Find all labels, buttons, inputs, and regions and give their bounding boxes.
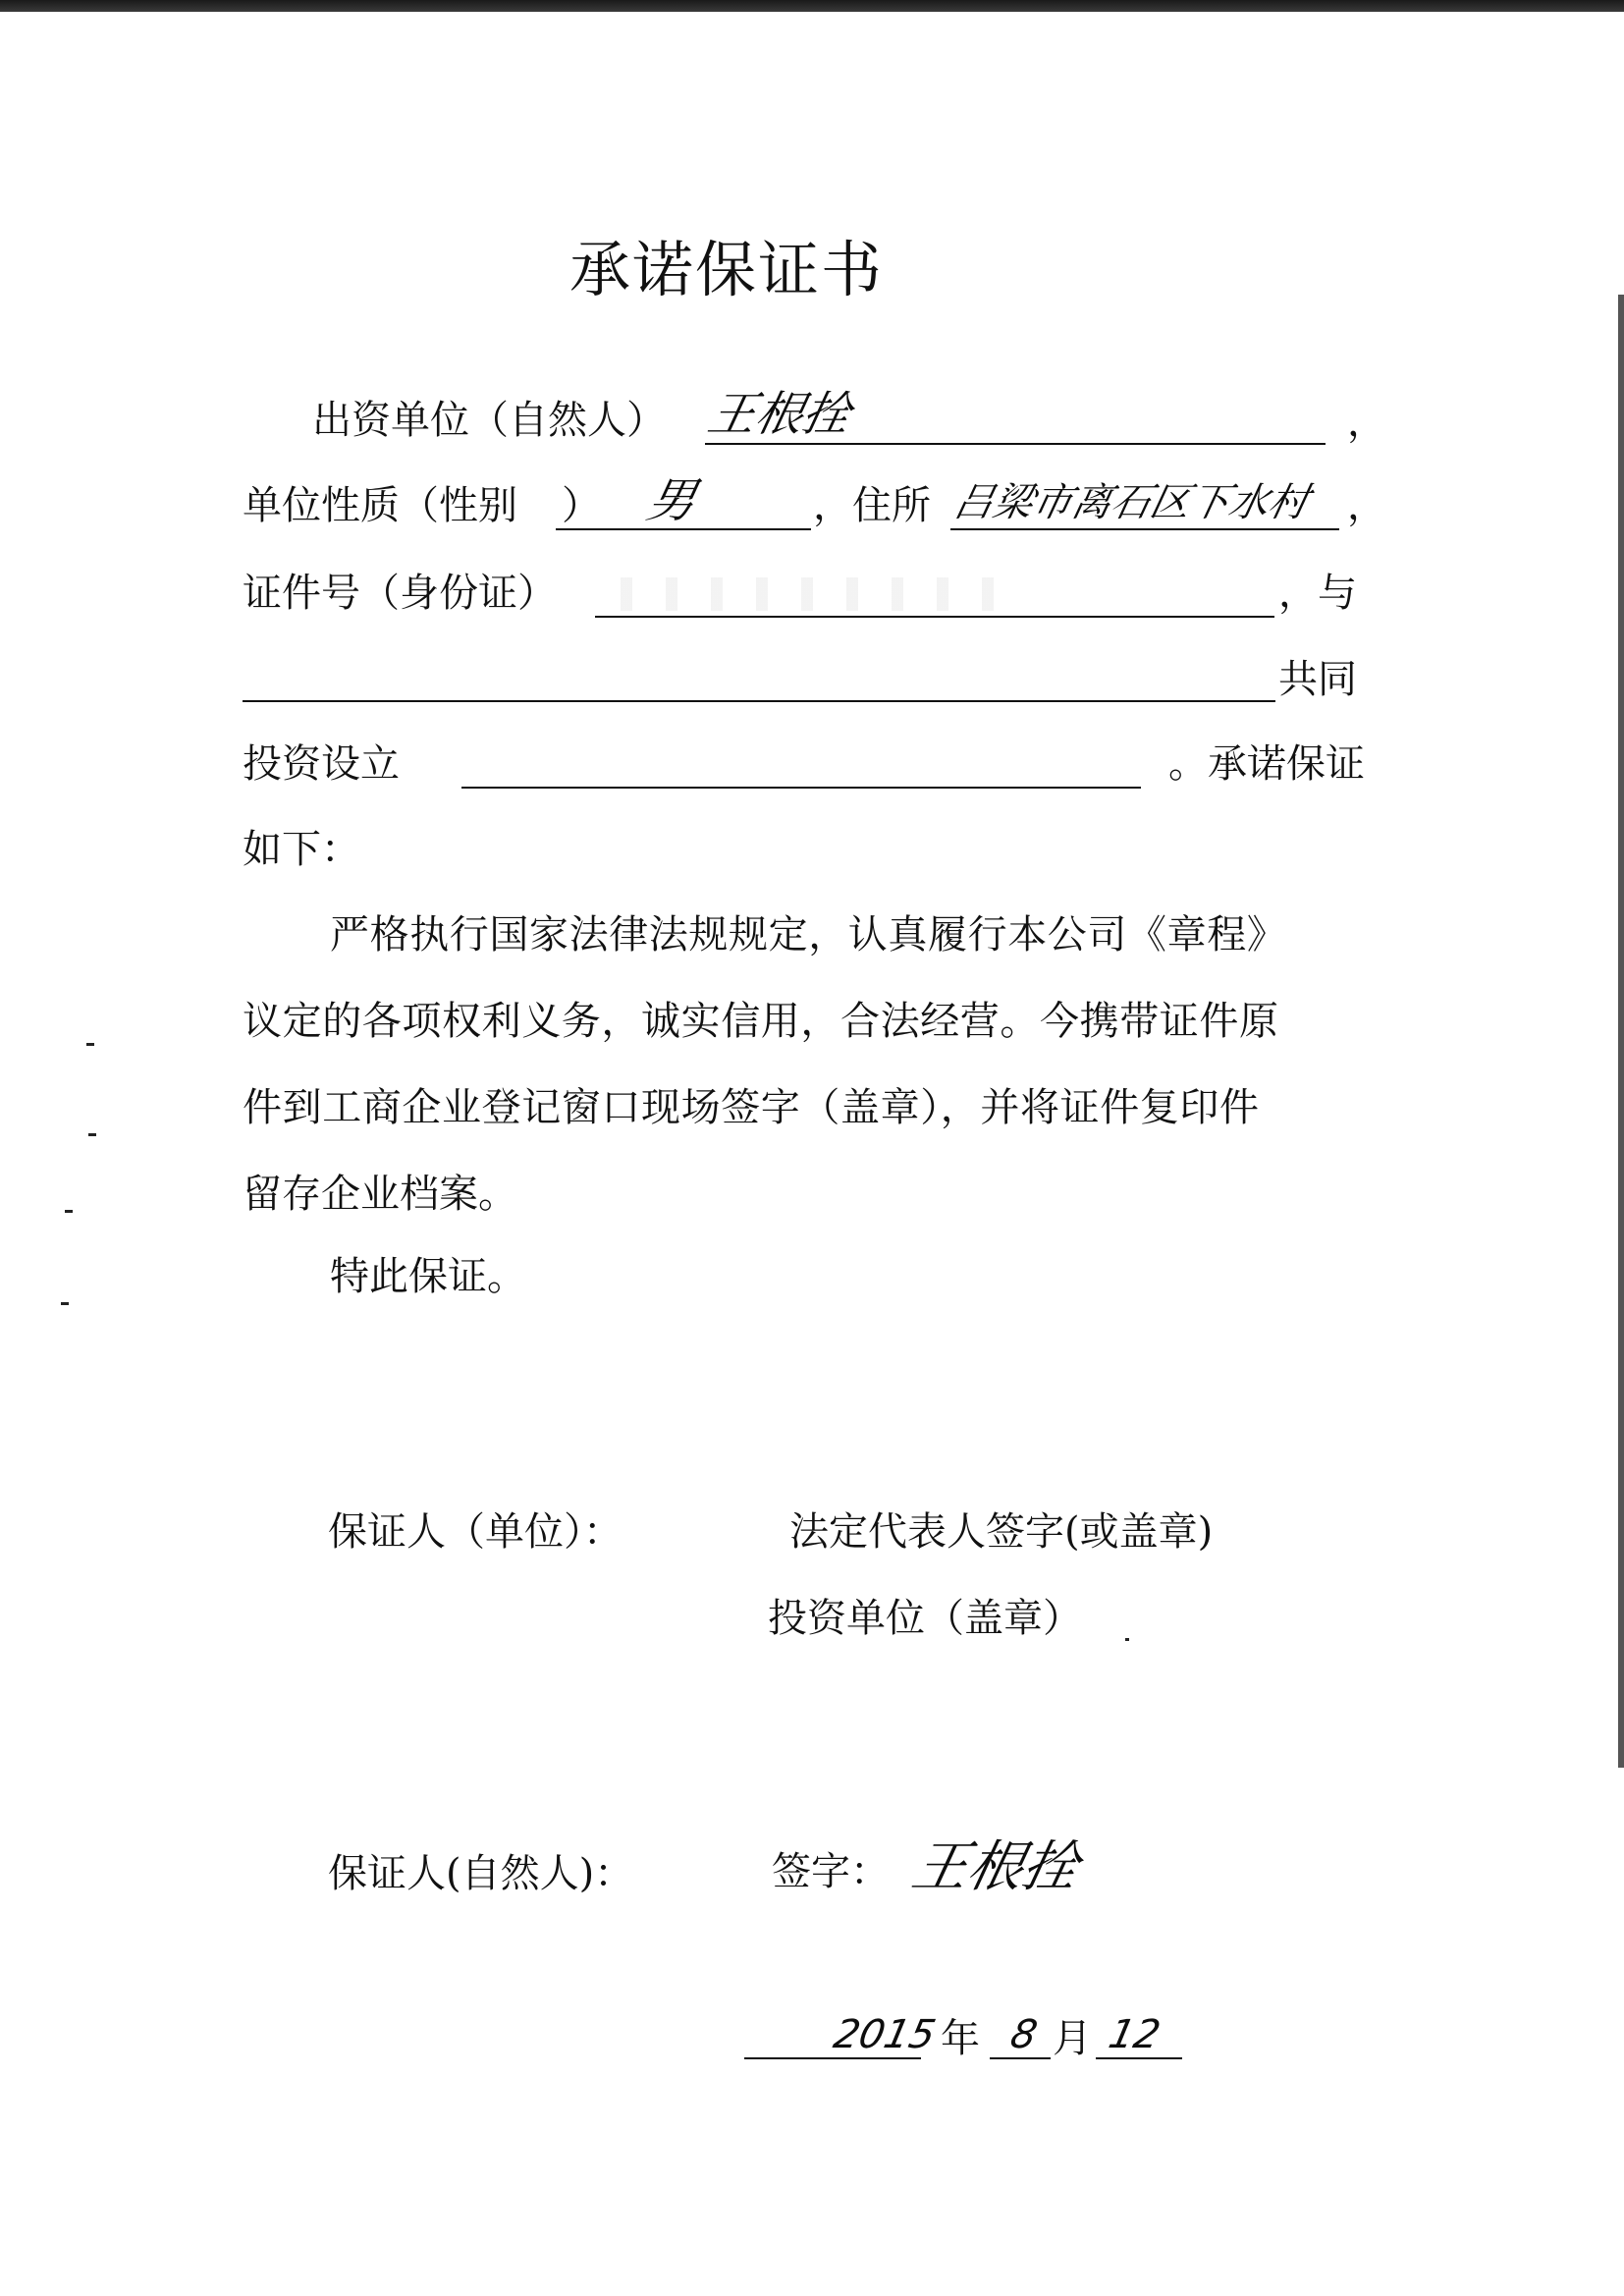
handwritten-gender: 男 — [642, 473, 701, 528]
closing: 特此保证。 — [330, 1254, 526, 1299]
month-unit: 月 — [1053, 2016, 1092, 2061]
day-fill-line — [1096, 2057, 1182, 2059]
guarantor-person-label: 保证人(自然人)： — [328, 1851, 634, 1896]
handwritten-address: 吕梁市离石区下水村 — [949, 480, 1313, 525]
body-line-3: 件到工商企业登记窗口现场签字（盖章），并将证件复印件 — [243, 1085, 1260, 1130]
scan-speck — [61, 1302, 69, 1305]
scan-speck — [1125, 1638, 1129, 1641]
month-fill-line — [990, 2057, 1051, 2059]
id-fill-line — [595, 616, 1274, 618]
redacted-id-number — [603, 577, 1015, 611]
handwritten-day: 12 — [1105, 2012, 1164, 2057]
sign-label: 签字： — [772, 1849, 890, 1894]
year-unit: 年 — [941, 2016, 980, 2061]
line1-trail: ， — [1347, 400, 1386, 445]
body-line-2: 议定的各项权利义务，诚实信用，合法经营。今携带证件原 — [243, 999, 1279, 1044]
body-line-4: 留存企业档案。 — [243, 1172, 517, 1217]
unit-nature-label: 单位性质（性别 — [243, 483, 517, 528]
line5-trail: 。承诺保证 — [1168, 741, 1365, 787]
unit-nature-paren-close: ） — [562, 483, 601, 528]
gender-fill-line — [556, 528, 811, 530]
company-fill-line — [461, 787, 1141, 789]
scan-right-edge — [1618, 295, 1624, 1768]
legal-rep-signature-label: 法定代表人签字(或盖章) — [789, 1509, 1214, 1555]
address-fill-line — [950, 528, 1339, 530]
handwritten-year: 2015 — [830, 2012, 940, 2057]
handwritten-investor-name: 王根拴 — [703, 387, 856, 442]
body-line-1: 严格执行国家法律法规规定，认真履行本公司《章程》 — [330, 912, 1287, 957]
handwritten-month: 8 — [1006, 2012, 1042, 2057]
address-label: ，住所 — [813, 483, 931, 528]
line4-trail: 共同 — [1278, 657, 1357, 702]
investor-fill-line — [705, 443, 1326, 445]
investor-label: 出资单位（自然人） — [312, 398, 666, 443]
year-fill-line — [744, 2057, 921, 2059]
scan-speck — [65, 1210, 73, 1213]
co-investor-fill-line — [243, 700, 1275, 702]
page-title: 承诺保证书 — [569, 234, 885, 305]
handwritten-signature: 王根拴 — [906, 1835, 1086, 1899]
scan-speck — [88, 1133, 96, 1136]
line3-trail: ，与 — [1278, 571, 1357, 616]
guarantor-unit-label: 保证人（单位）： — [328, 1509, 623, 1555]
investor-seal-label: 投资单位（盖章） — [768, 1596, 1082, 1641]
id-number-label: 证件号（身份证） — [243, 571, 557, 616]
scan-speck — [86, 1043, 94, 1046]
line2-trail: ， — [1347, 483, 1386, 528]
as-follows: 如下： — [243, 827, 360, 872]
scan-top-shadow — [0, 0, 1624, 12]
establish-label: 投资设立 — [243, 741, 400, 787]
